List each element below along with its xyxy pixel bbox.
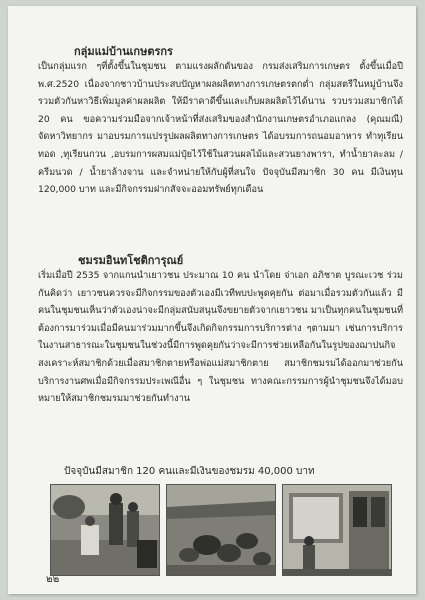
section1-heading: กลุ่มแม่บ้านเกษตรกร [74, 45, 173, 58]
photo-round-objects-on-ground [166, 484, 276, 576]
photo-building-wall [282, 484, 392, 576]
page-number: ๒๒ [46, 574, 60, 585]
section2-heading: ชมรมอินทโชติการุณย์ [78, 254, 184, 267]
section2-paragraph: เริ่มเมื่อปี 2535 จากแกนนำเยาวชน ประมาณ 10 คน นำโดย จ่าเอก อภิชาต บูรณะเวช ร่วมกันคิดว่า เยาวชนควรจะมีกิจกรรมของตัวเองมีเวทีพบปะพูดคุยกัน ต่อมาเมื่อรวมตัวกันแล้ว มีคนในชุมชนเห็นว่าตัวเองน่าจะมีกลุ่มสนับสนุนจึงขยายตัวจากเยาวชน มาเป็นทุกคนในชุมชนที่ต้องการมาร่วมเมื่อมีคนมาร่วมมากขึ้นจึงเกิดกิจกรรมการบริการต่าง ๆตามมา เช่นการบริการในงานสาธารณะในชุมชนในช่วงนี้มีการพูดคุยกันว่าจะมีการช่วยเหลือกันในรูปของฌาปนกิจสงเคราะห์สมาชิกด้วยเมื่อสมาชิกตายหรือพ่อแม่สมาชิกตาย สมาชิกชมรมได้ออกมาช่วยกันบริการงานศพเมื่อมีกิจกรรมประเพณีอื่น ๆ ในชุมชน ทางคณะกรรมการผู้นำชุมชนจึงได้มอบหมายให้สมาชิกชมรมมาช่วยกันทำงาน [38, 270, 403, 405]
document-page [8, 6, 416, 594]
photo-people-outdoors [50, 484, 160, 576]
members-caption: ปัจจุบันมีสมาชิก 120 คนและมีเงินของชมรม 40,000 บาท [64, 466, 315, 477]
section1-paragraph: เป็นกลุ่มแรก ๆที่ตั้งขึ้นในชุมชน ตามแรงผลักดันของ กรมส่งเสริมการเกษตร ตั้งขึ้นเมื่อปี พ.ศ.2520 เนื่องจากชาวบ้านประสบปัญหาผลผลิตทางการเกษตรตกต่ำ กลุ่มสตรีในหมู่บ้านจึงรวมตัวกันหาวิธีเพิ่มมูลค่าผลผลิต ให้มีราคาดีขึ้นและเก็บผลผลิตไว้ได้นาน รวบรวมสมาชิกได้ 20 คน ขอความร่วมมือจากเจ้าหน้าที่ส่งเสริมของสำนักงานเกษตรอำเภอแกลง (คุณมณี) จัดหาวิทยากร มาอบรมการแปรรูปผลผลิตทางการเกษตร ได้อบรมการถนอมอาหาร ทำทุเรียนทอด ,ทุเรียนกวน ,อบรมการผสมแม่ปุ๋ยไว้ใช้ในสวนผลไม้และสวนยางพารา, ทำน้ำยาละลม / ครีมนวด / น้ำยาล้างจาน และจำหน่ายให้กับผู้ที่สนใจ ปัจจุบันมีสมาชิก 30 คน มีเงินทุน 120,000 บาท และมีกิจกรรมฝากสัจจะออมทรัพย์ทุกเดือน [38, 61, 403, 196]
